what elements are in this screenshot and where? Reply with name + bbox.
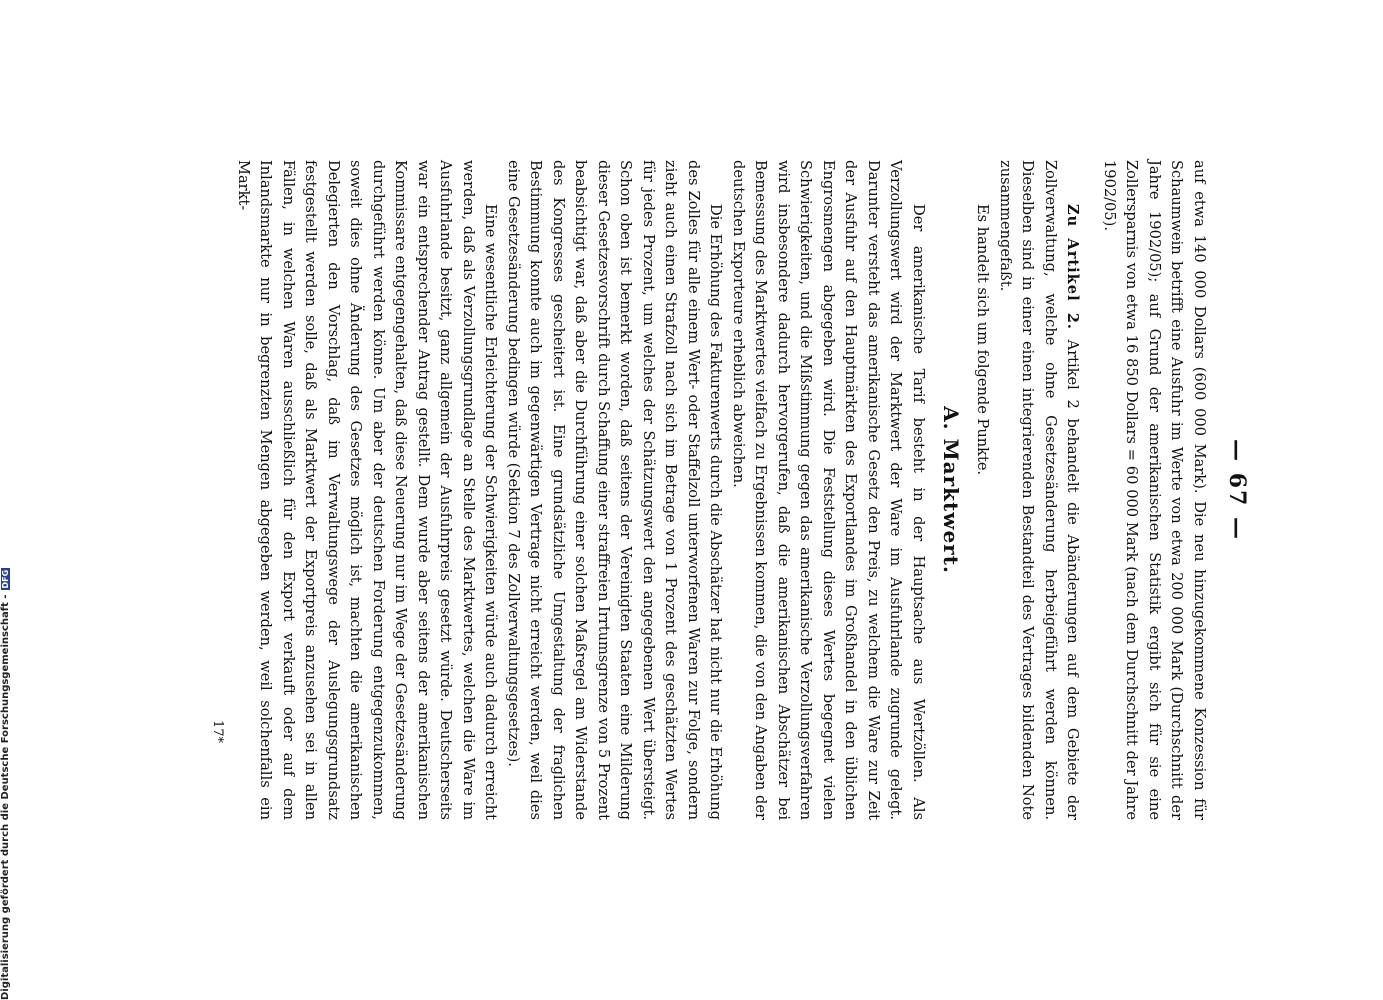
credit-text: Digitalisierung gefördert durch die Deutsche Forschungsgemeinschaft - bbox=[0, 594, 11, 1000]
paragraph: Eine wesentliche Erleichterung der Schwierigkeiten würde auch dadurch erreicht werden, daß als Verzollungsgrundlage an Stelle des Marktwertes, welchen die Ware im Ausfuhrlande besitzt, ganz allgemein der Ausfuhrpreis gesetzt würde. Deutscherseits war ein entsprechender Antrag gestellt. Dem wurde aber seitens der amerikanischen Kommissare entgegengehalten, daß diese Neuerung nur im Wege der Gesetzesänderung durchgeführt werden könne. Um aber der deutschen Forderung entgegenzukommen, soweit dies ohne Änderung des Gesetzes möglich ist, machten die amerikanischen Delegierten den Vorschlag, daß im Verwaltungswege der Auslegungsgrundsatz festgestellt werden solle, daß als Marktwert der Exportpreis anzusehen sei in allen Fällen, in welchen Waren ausschließlich für den Export verkauft oder auf dem Inlandsmarkte nur in begrenzten Mengen abgegeben werden, weil solchenfalls ein Markt- bbox=[235, 160, 500, 820]
digitization-credit bbox=[0, 0, 14, 1000]
rotated-text-block bbox=[150, 160, 1250, 820]
points-intro: Es handelt sich um folgende Punkte. bbox=[974, 204, 992, 476]
article-2-text: Artikel 2 behandelt die Abänderungen auf dem Gebiete der Zollverwaltung, welche ohne Gesetzesänderung herbeigeführt werden können. Dieselben sind in einer einen integrierenden Bestandteil des Vertrages bildenden Note zusammengefaßt. bbox=[997, 160, 1082, 820]
article-2-lead: Zu Artikel 2. bbox=[1064, 204, 1082, 330]
paragraph: auf etwa 140 000 Dollars (600 000 Mark). Die neu hinzugekommene Konzession für Schaumwein betrifft eine Ausfuhr im Werte von etwa 200 000 Mark (Durchschnitt der Jahre 1902/05); auf Grund der amerikanischen Statistik ergibt sich für sie eine Zollersparnis von etwa 16 850 Dollars = 60 000 Mark (nach dem Durchschnitt der Jahre 1902/05). bbox=[1101, 160, 1208, 820]
section-heading-a: A. Marktwert. bbox=[939, 406, 963, 574]
page-number: — 67 — bbox=[1224, 439, 1250, 541]
dfg-logo: DFG bbox=[1, 569, 10, 589]
paragraph: Der amerikanische Tarif besteht in der Hauptsache aus Wertzöllen. Als Verzollungswert wird der Marktwert der Ware im Ausfuhrlande zugrunde gelegt. Darunter versteht das amerikanische Gesetz den Preis, zu welchem die Ware zur Zeit der Ausfuhr auf den Hauptmärkten des Exportlandes im Großhandel in den üblichen Engrosmengen abgegeben wird. Die Feststellung dieses Wertes begegnet vielen Schwierigkeiten, und die Mißstimmung gegen das amerikanische Verzollungsverfahren wird insbesondere dadurch hervorgerufen, daß die amerikanischen Abschätzer bei Bemessung des Marktwertes vielfach zu Ergebnissen kommen, die von den Angaben der deutschen Exporteure erheblich abweichen. bbox=[730, 160, 927, 820]
paragraph: Die Erhöhung des Fakturenwerts durch die Abschätzer hat nicht nur die Erhöhung des Zolles für alle einem Wert- oder Staffelzoll unterworfenen Waren zur Folge, sondern zieht auch einen Strafzoll nach sich im Betrage von 1 Prozent des geschätzten Wertes für jedes Prozent, um welches der Schätzungswert den angegebenen Wert übersteigt. Schon oben ist bemerkt worden, daß seitens der Vereinigten Staaten eine Milderung dieser Gesetzesvorschrift durch Schaffung einer straffreien Irrtumsgrenze von 5 Prozent beabsichtigt war, daß aber die Durchführung einer solchen Maßregel am Widerstande des Kongresses gescheitert ist. Eine grundsätzliche Umgestaltung der fraglichen Bestimmung konnte auch im gegenwärtigen Vertrage nicht erreicht werden, weil dies eine Gesetzesänderung bedingen würde (Sektion 7 des Zollverwaltungsgesetzes). bbox=[505, 160, 725, 820]
signature-mark: 17* bbox=[210, 720, 226, 744]
article-2-paragraph bbox=[994, 160, 1084, 820]
